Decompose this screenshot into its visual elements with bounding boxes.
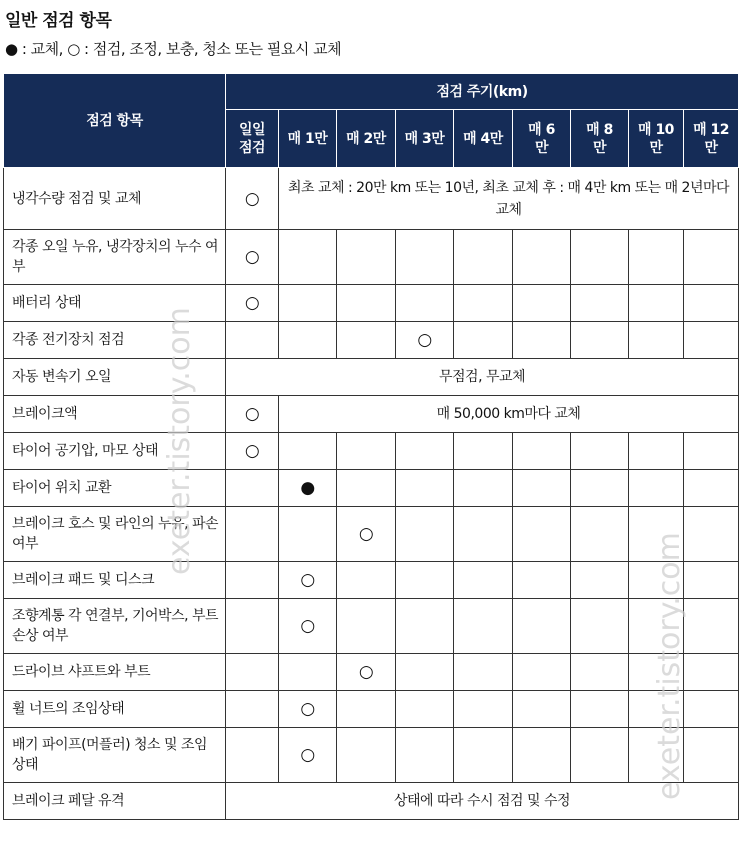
- mark-cell: ○: [337, 654, 396, 691]
- row-note: 상태에 따라 수시 점검 및 수정: [226, 783, 739, 820]
- row-note: 무점검, 무교체: [226, 359, 739, 396]
- row-note: 매 50,000 km마다 교체: [279, 396, 739, 433]
- mark-cell: [571, 322, 629, 359]
- row-item-label: 타이어 공기압, 마모 상태: [4, 433, 226, 470]
- header-col-2: 매 2만: [337, 110, 396, 168]
- mark-cell: [513, 322, 571, 359]
- mark-cell: ○: [226, 168, 279, 230]
- mark-cell: [629, 470, 684, 507]
- mark-cell: [337, 599, 396, 654]
- mark-cell: [513, 285, 571, 322]
- mark-cell: [226, 562, 279, 599]
- mark-cell: [226, 691, 279, 728]
- mark-cell: [279, 507, 337, 562]
- mark-cell: [684, 230, 739, 285]
- mark-cell: [454, 654, 513, 691]
- mark-cell: ○: [337, 507, 396, 562]
- mark-cell: [684, 562, 739, 599]
- mark-cell: [279, 322, 337, 359]
- mark-cell: [571, 562, 629, 599]
- mark-cell: [337, 470, 396, 507]
- page-title: 일반 점검 항목: [5, 11, 112, 31]
- mark-cell: ○: [226, 285, 279, 322]
- row-item-label: 브레이크액: [4, 396, 226, 433]
- row-item-label: 브레이크 페달 유격: [4, 783, 226, 820]
- mark-cell: [226, 470, 279, 507]
- mark-cell: [513, 728, 571, 783]
- table-row: [4, 230, 739, 285]
- header-item: 점검 항목: [4, 74, 226, 168]
- mark-cell: [513, 654, 571, 691]
- header-col-3: 매 3만: [396, 110, 454, 168]
- header-period: 점검 주기(km): [226, 74, 739, 110]
- table-row: [4, 562, 739, 599]
- mark-cell: ○: [226, 433, 279, 470]
- row-item-label: 드라이브 샤프트와 부트: [4, 654, 226, 691]
- mark-cell: [684, 433, 739, 470]
- watermark-left: exeter.tistory.com: [162, 307, 197, 575]
- mark-cell: [226, 507, 279, 562]
- mark-cell: [279, 654, 337, 691]
- mark-cell: [454, 728, 513, 783]
- mark-cell: [684, 691, 739, 728]
- mark-cell: [279, 285, 337, 322]
- header-col-4: 매 4만: [454, 110, 513, 168]
- table-row: [4, 285, 739, 322]
- mark-cell: [513, 507, 571, 562]
- mark-cell: [396, 691, 454, 728]
- table-row: [4, 396, 739, 433]
- row-item-label: 각종 오일 누유, 냉각장치의 누수 여부: [4, 230, 226, 285]
- mark-cell: [629, 285, 684, 322]
- row-item-label: 자동 변속기 오일: [4, 359, 226, 396]
- row-item-label: 조향계통 각 연결부, 기어박스, 부트 손상 여부: [4, 599, 226, 654]
- mark-cell: [337, 285, 396, 322]
- watermark-right: exeter.tistory.com: [652, 532, 687, 800]
- table-row: [4, 322, 739, 359]
- mark-cell: [454, 599, 513, 654]
- mark-cell: [571, 728, 629, 783]
- mark-cell: [684, 728, 739, 783]
- header-col-6: 매 8 만: [571, 110, 629, 168]
- table-row: [4, 168, 739, 230]
- mark-cell: [337, 728, 396, 783]
- mark-cell: [571, 470, 629, 507]
- mark-cell: [396, 230, 454, 285]
- mark-cell: [337, 433, 396, 470]
- mark-cell: ○: [279, 562, 337, 599]
- mark-cell: ○: [396, 322, 454, 359]
- row-item-label: 냉각수량 점검 및 교체: [4, 168, 226, 230]
- header-col-7: 매 10 만: [629, 110, 684, 168]
- mark-cell: [226, 599, 279, 654]
- table-row: [4, 470, 739, 507]
- row-item-label: 배기 파이프(머플러) 청소 및 조임 상태: [4, 728, 226, 783]
- mark-cell: [226, 322, 279, 359]
- mark-cell: [684, 322, 739, 359]
- mark-cell: [629, 322, 684, 359]
- mark-cell: [396, 654, 454, 691]
- mark-cell: [571, 654, 629, 691]
- table-row: [4, 691, 739, 728]
- table-row: [4, 507, 739, 562]
- table-row: [4, 783, 739, 820]
- mark-cell: [279, 230, 337, 285]
- mark-cell: [396, 470, 454, 507]
- mark-cell: [454, 470, 513, 507]
- mark-cell: [396, 562, 454, 599]
- mark-cell: [396, 599, 454, 654]
- mark-cell: [513, 691, 571, 728]
- row-item-label: 타이어 위치 교환: [4, 470, 226, 507]
- mark-cell: [396, 728, 454, 783]
- header-col-1: 매 1만: [279, 110, 337, 168]
- row-item-label: 브레이크 패드 및 디스크: [4, 562, 226, 599]
- header-col-0: 일일 점검: [226, 110, 279, 168]
- table-row: [4, 359, 739, 396]
- table-row: [4, 654, 739, 691]
- mark-cell: [454, 507, 513, 562]
- mark-cell: [629, 433, 684, 470]
- mark-cell: [279, 433, 337, 470]
- mark-cell: [454, 322, 513, 359]
- mark-cell: [571, 433, 629, 470]
- mark-cell: [684, 285, 739, 322]
- mark-cell: [454, 562, 513, 599]
- mark-cell: [396, 507, 454, 562]
- table-row: [4, 599, 739, 654]
- mark-cell: [396, 433, 454, 470]
- mark-cell: [226, 654, 279, 691]
- mark-cell: [226, 728, 279, 783]
- mark-cell: [684, 507, 739, 562]
- mark-cell: [454, 433, 513, 470]
- row-item-label: 휠 너트의 조임상태: [4, 691, 226, 728]
- table-row: [4, 728, 739, 783]
- legend-text: ● : 교체, ○ : 점검, 조정, 보충, 청소 또는 필요시 교체: [5, 40, 342, 58]
- mark-cell: [513, 470, 571, 507]
- row-item-label: 배터리 상태: [4, 285, 226, 322]
- header-col-5: 매 6 만: [513, 110, 571, 168]
- mark-cell: [513, 433, 571, 470]
- mark-cell: [454, 230, 513, 285]
- mark-cell: [337, 691, 396, 728]
- mark-cell: [684, 599, 739, 654]
- mark-cell: [513, 230, 571, 285]
- row-item-label: 브레이크 호스 및 라인의 누유, 파손 여부: [4, 507, 226, 562]
- mark-cell: ●: [279, 470, 337, 507]
- mark-cell: ○: [279, 728, 337, 783]
- mark-cell: [571, 285, 629, 322]
- mark-cell: [513, 599, 571, 654]
- mark-cell: [396, 285, 454, 322]
- mark-cell: [337, 230, 396, 285]
- mark-cell: ○: [279, 691, 337, 728]
- table-row: [4, 433, 739, 470]
- mark-cell: [454, 285, 513, 322]
- header-col-8: 매 12 만: [684, 110, 739, 168]
- mark-cell: [571, 691, 629, 728]
- mark-cell: [684, 654, 739, 691]
- mark-cell: [571, 230, 629, 285]
- mark-cell: ○: [226, 230, 279, 285]
- mark-cell: [337, 562, 396, 599]
- mark-cell: [684, 470, 739, 507]
- mark-cell: ○: [226, 396, 279, 433]
- mark-cell: [513, 562, 571, 599]
- mark-cell: ○: [279, 599, 337, 654]
- mark-cell: [571, 507, 629, 562]
- inspection-table: [3, 73, 739, 820]
- mark-cell: [337, 322, 396, 359]
- mark-cell: [571, 599, 629, 654]
- mark-cell: [454, 691, 513, 728]
- mark-cell: [629, 230, 684, 285]
- row-note: 최초 교체 : 20만 km 또는 10년, 최초 교체 후 : 매 4만 km 또는 매 2년마다 교체: [279, 168, 739, 230]
- row-item-label: 각종 전기장치 점검: [4, 322, 226, 359]
